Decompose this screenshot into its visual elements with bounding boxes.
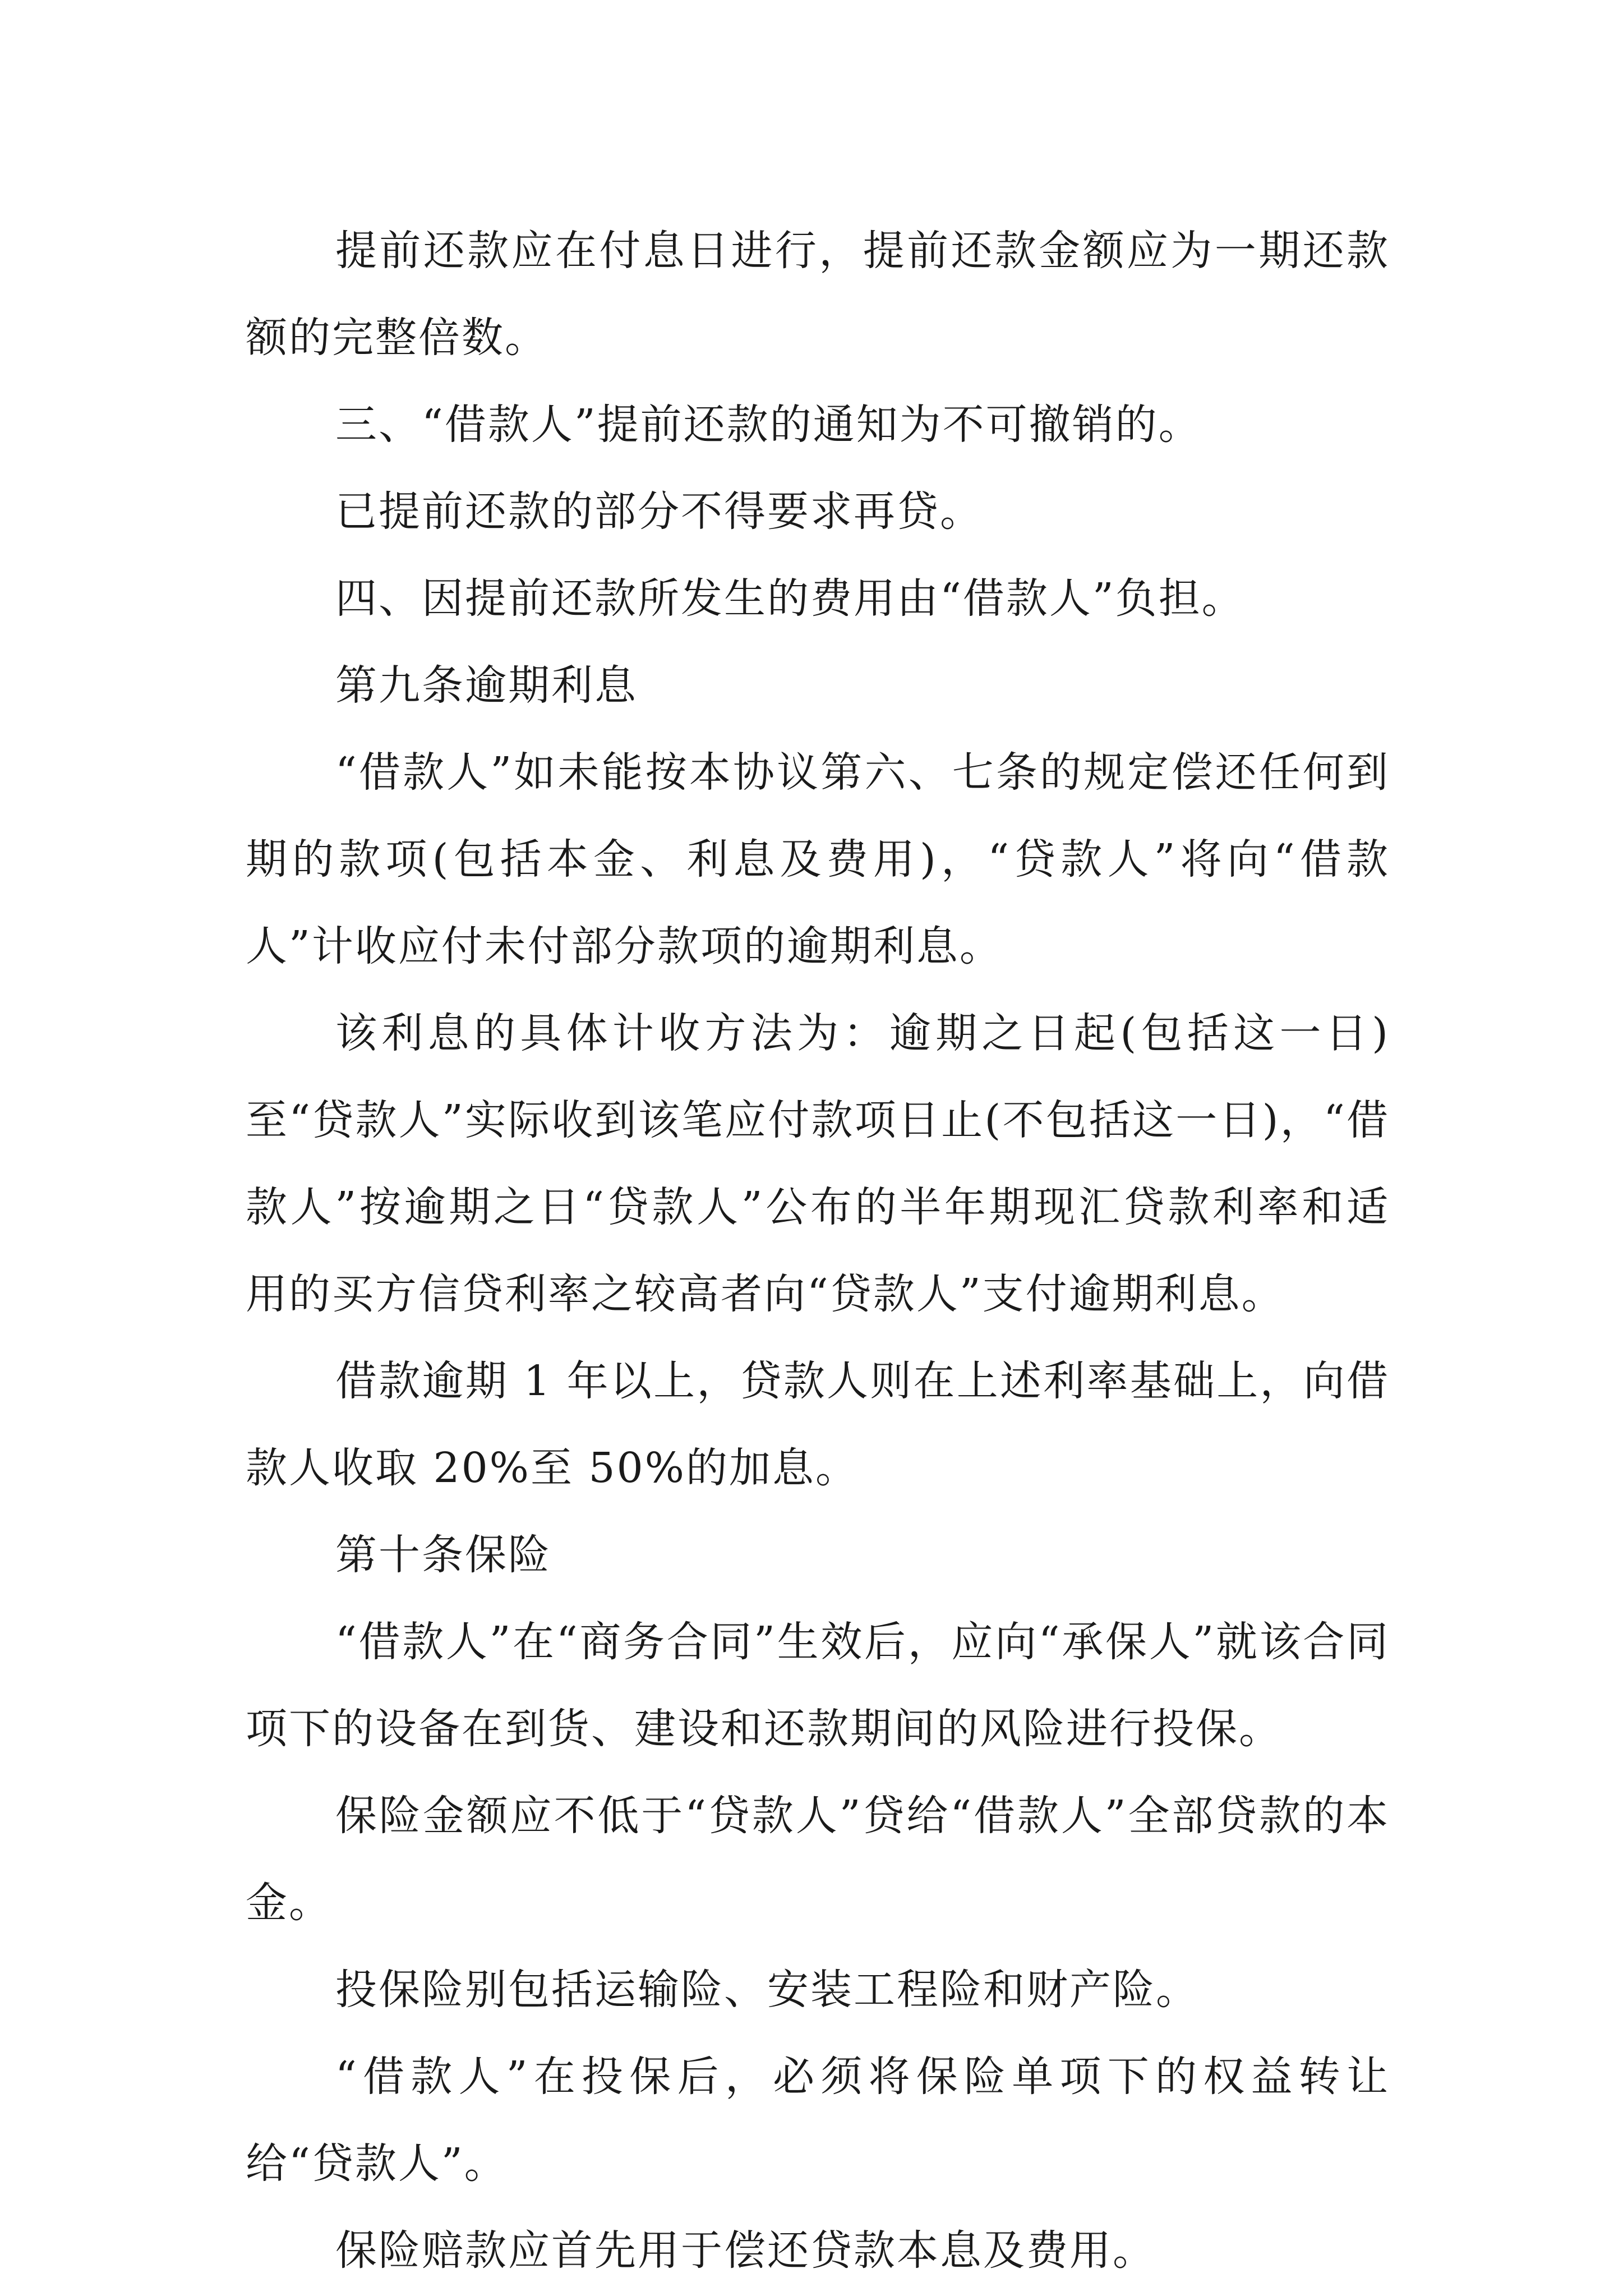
- paragraph-claim-usage: 保险赔款应首先用于偿还贷款本息及费用。: [335, 2226, 1156, 2275]
- paragraph-interest-method: 该利息的具体计收方法为：逾期之日起(包括这一日)至“贷款人”实际收到该笔应付款项日止(不包括这一日)，“借款人”按逾期之日“贷款人”公布的半年期现汇贷款利率和适用的买方信贷利率之较高者向“贷款人”支付逾期利息。: [246, 1009, 1390, 1318]
- paragraph-insurance-amount: 保险金额应不低于“贷款人”贷给“借款人”全部贷款的本金。: [246, 1792, 1390, 1927]
- paragraph-overdue-surcharge: 借款逾期 1 年以上，贷款人则在上述利率基础上，向借款人收取 20%至 50%的加息。: [246, 1357, 1390, 1492]
- paragraph-policy-assignment: “借款人”在投保后，必须将保险单项下的权益转让给“贷款人”。: [246, 2053, 1390, 2188]
- paragraph-no-reborrow: 已提前还款的部分不得要求再贷。: [335, 487, 983, 536]
- paragraph-insurance-obligation: “借款人”在“商务合同”生效后，应向“承保人”就该合同项下的设备在到货、建设和还款期间的风险进行投保。: [246, 1618, 1390, 1753]
- paragraph-overdue-interest: “借款人”如未能按本协议第六、七条的规定偿还任何到期的款项(包括本金、利息及费用)，“贷款人”将向“借款人”计收应付未付部分款项的逾期利息。: [246, 748, 1390, 970]
- heading-article-10: 第十条保险: [335, 1531, 551, 1579]
- paragraph-insurance-types: 投保险别包括运输险、安装工程险和财产险。: [335, 1966, 1199, 2014]
- paragraph-irrevocable-notice: 三、“借款人”提前还款的通知为不可撤销的。: [335, 401, 1202, 449]
- paragraph-prepayment-fees: 四、因提前还款所发生的费用由“借款人”负担。: [335, 574, 1245, 623]
- paragraph-prepayment-date: 提前还款应在付息日进行，提前还款金额应为一期还款额的完整倍数。: [246, 227, 1390, 362]
- heading-article-9: 第九条逾期利息: [335, 661, 638, 710]
- document-body: [246, 208, 1390, 2294]
